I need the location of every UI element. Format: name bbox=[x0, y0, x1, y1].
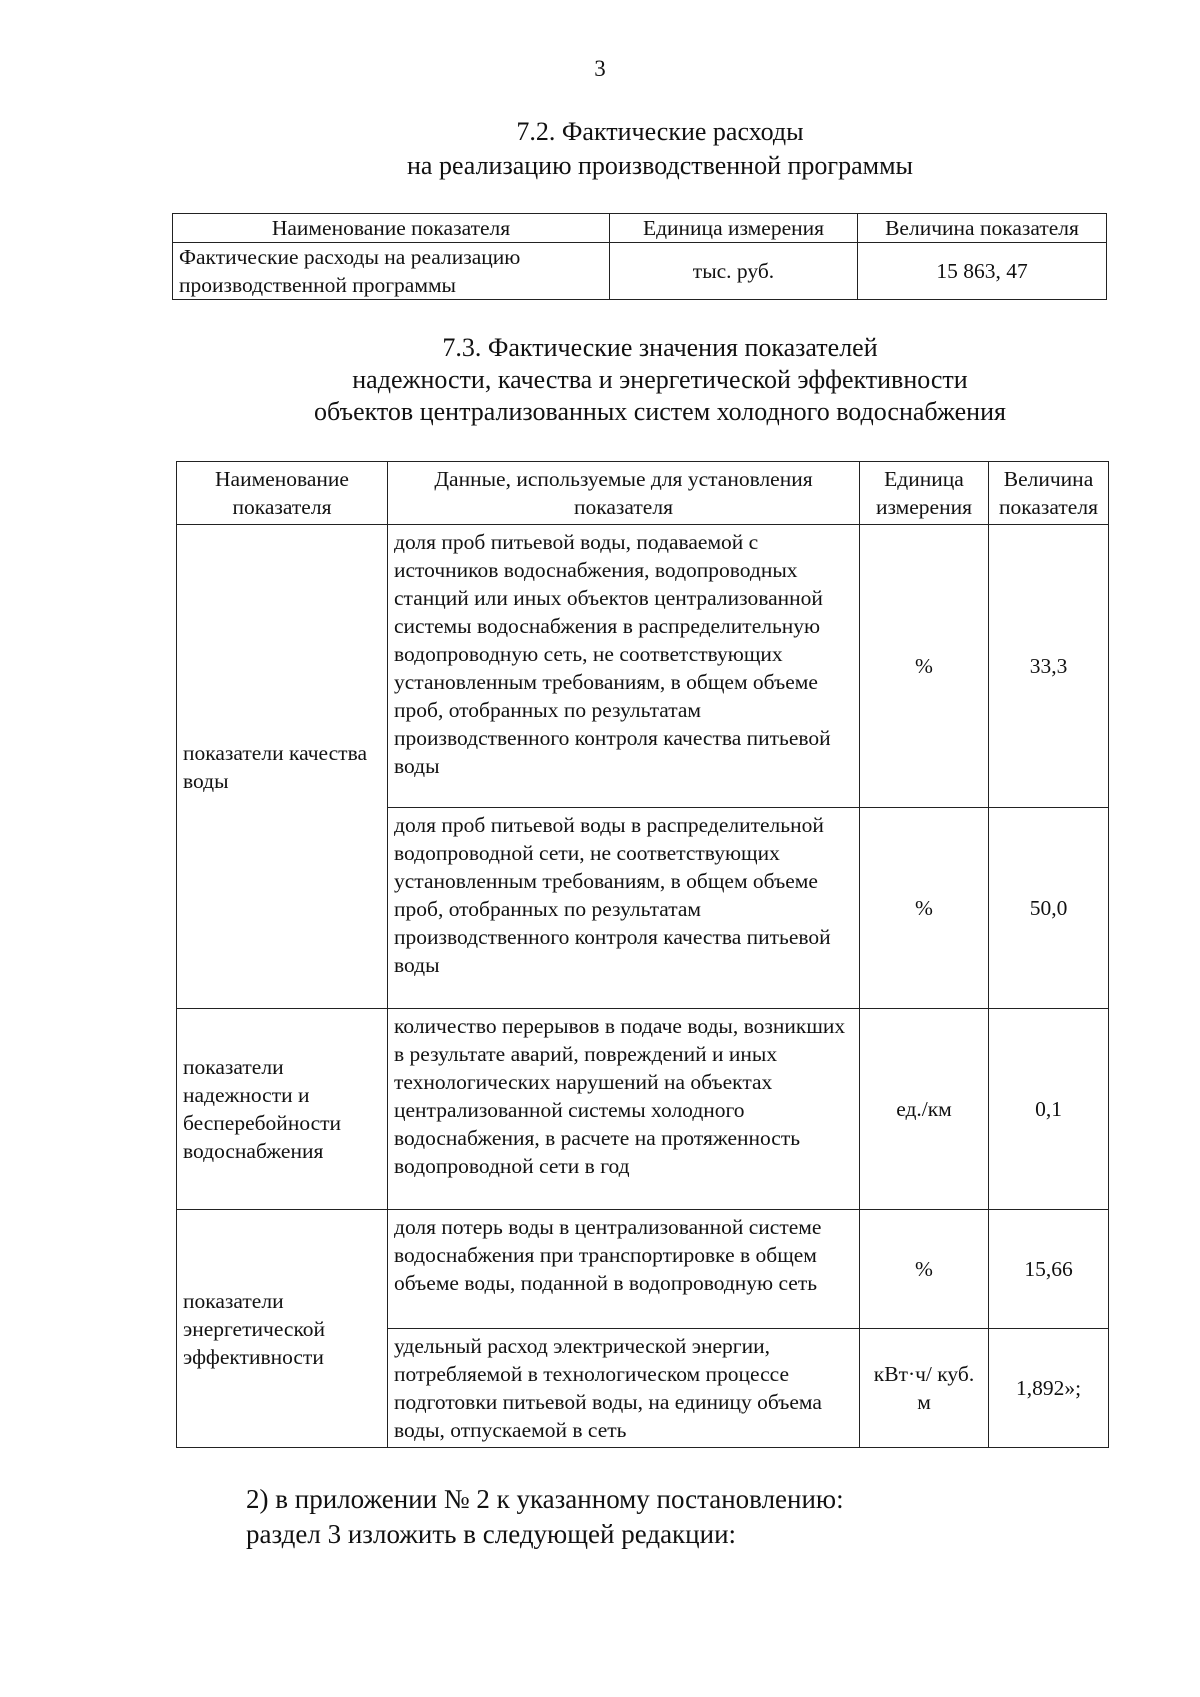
cell-value: 15 863, 47 bbox=[858, 243, 1107, 300]
row-unit: % bbox=[860, 808, 989, 1009]
section-7-2-subtitle: на реализацию производственной программы bbox=[406, 151, 913, 180]
closing-paragraph-line-1: 2) в приложении № 2 к указанному постановлению: bbox=[246, 1484, 844, 1514]
row-description: количество перерывов в подаче воды, возникших в результате аварий, повреждений и иных технологических нарушений на объектах централизованной системы холодного водоснабжения, в расчете на протяженность водопроводной сети в год bbox=[388, 1009, 860, 1210]
row-value: 0,1 bbox=[989, 1009, 1109, 1210]
row-value: 50,0 bbox=[989, 808, 1109, 1009]
cell-name: Фактические расходы на реализацию производственной программы bbox=[173, 243, 610, 300]
section-7-3-subtitle-2: объектов централизованных систем холодного водоснабжения bbox=[314, 397, 1006, 426]
header-cell-name: Наименование показателя bbox=[177, 462, 388, 525]
table-row bbox=[177, 1009, 1109, 1210]
header-cell-unit: Единица измерения bbox=[860, 462, 989, 525]
row-value: 1,892»; bbox=[989, 1329, 1109, 1448]
category-reliability: показатели надежности и бесперебойности водоснабжения bbox=[177, 1009, 388, 1210]
table-row bbox=[177, 525, 1109, 808]
cell-unit: тыс. руб. bbox=[610, 243, 858, 300]
header-cell-value: Величина показателя bbox=[858, 214, 1107, 243]
row-description: доля потерь воды в централизованной системе водоснабжения при транспортировке в общем объеме воды, поданной в водопроводную сеть bbox=[388, 1210, 860, 1329]
row-value: 15,66 bbox=[989, 1210, 1109, 1329]
table-header-row bbox=[173, 214, 1107, 243]
row-unit: ед./км bbox=[860, 1009, 989, 1210]
category-energy-efficiency: показатели энергетической эффективности bbox=[177, 1210, 388, 1448]
header-cell-value: Величина показателя bbox=[989, 462, 1109, 525]
row-description: доля проб питьевой воды в распределительной водопроводной сети, не соответствующих установленным требованиям, в общем объеме проб, отобранных по результатам производственного контроля качества питьевой воды bbox=[388, 808, 860, 1009]
expenses-table bbox=[172, 213, 1107, 300]
table-row bbox=[173, 243, 1107, 300]
page-number: 3 bbox=[594, 56, 606, 81]
row-unit: % bbox=[860, 525, 989, 808]
table-header-row bbox=[177, 462, 1109, 525]
table-row bbox=[177, 1210, 1109, 1329]
closing-paragraph-line-2: раздел 3 изложить в следующей редакции: bbox=[246, 1519, 737, 1549]
row-description: доля проб питьевой воды, подаваемой с источников водоснабжения, водопроводных станций или иных объектов централизованной системы водоснабжения в распределительную водопроводную сеть, не соответствующих установленным требованиям, в общем объеме проб, отобранных по результатам производственного контроля качества питьевой воды bbox=[388, 525, 860, 808]
indicators-table bbox=[176, 461, 1109, 1448]
row-unit: % bbox=[860, 1210, 989, 1329]
section-7-3-title: 7.3. Фактические значения показателей bbox=[442, 333, 878, 362]
section-7-3-subtitle-1: надежности, качества и энергетической эффективности bbox=[352, 365, 968, 394]
header-cell-name: Наименование показателя bbox=[173, 214, 610, 243]
section-7-2-title: 7.2. Фактические расходы bbox=[516, 117, 804, 146]
header-cell-unit: Единица измерения bbox=[610, 214, 858, 243]
category-water-quality: показатели качества воды bbox=[177, 525, 388, 1009]
row-description: удельный расход электрической энергии, потребляемой в технологическом процессе подготовки питьевой воды, на единицу объема воды, отпускаемой в сеть bbox=[388, 1329, 860, 1448]
row-unit: кВт·ч/ куб. м bbox=[860, 1329, 989, 1448]
header-cell-data: Данные, используемые для установления показателя bbox=[388, 462, 860, 525]
row-value: 33,3 bbox=[989, 525, 1109, 808]
